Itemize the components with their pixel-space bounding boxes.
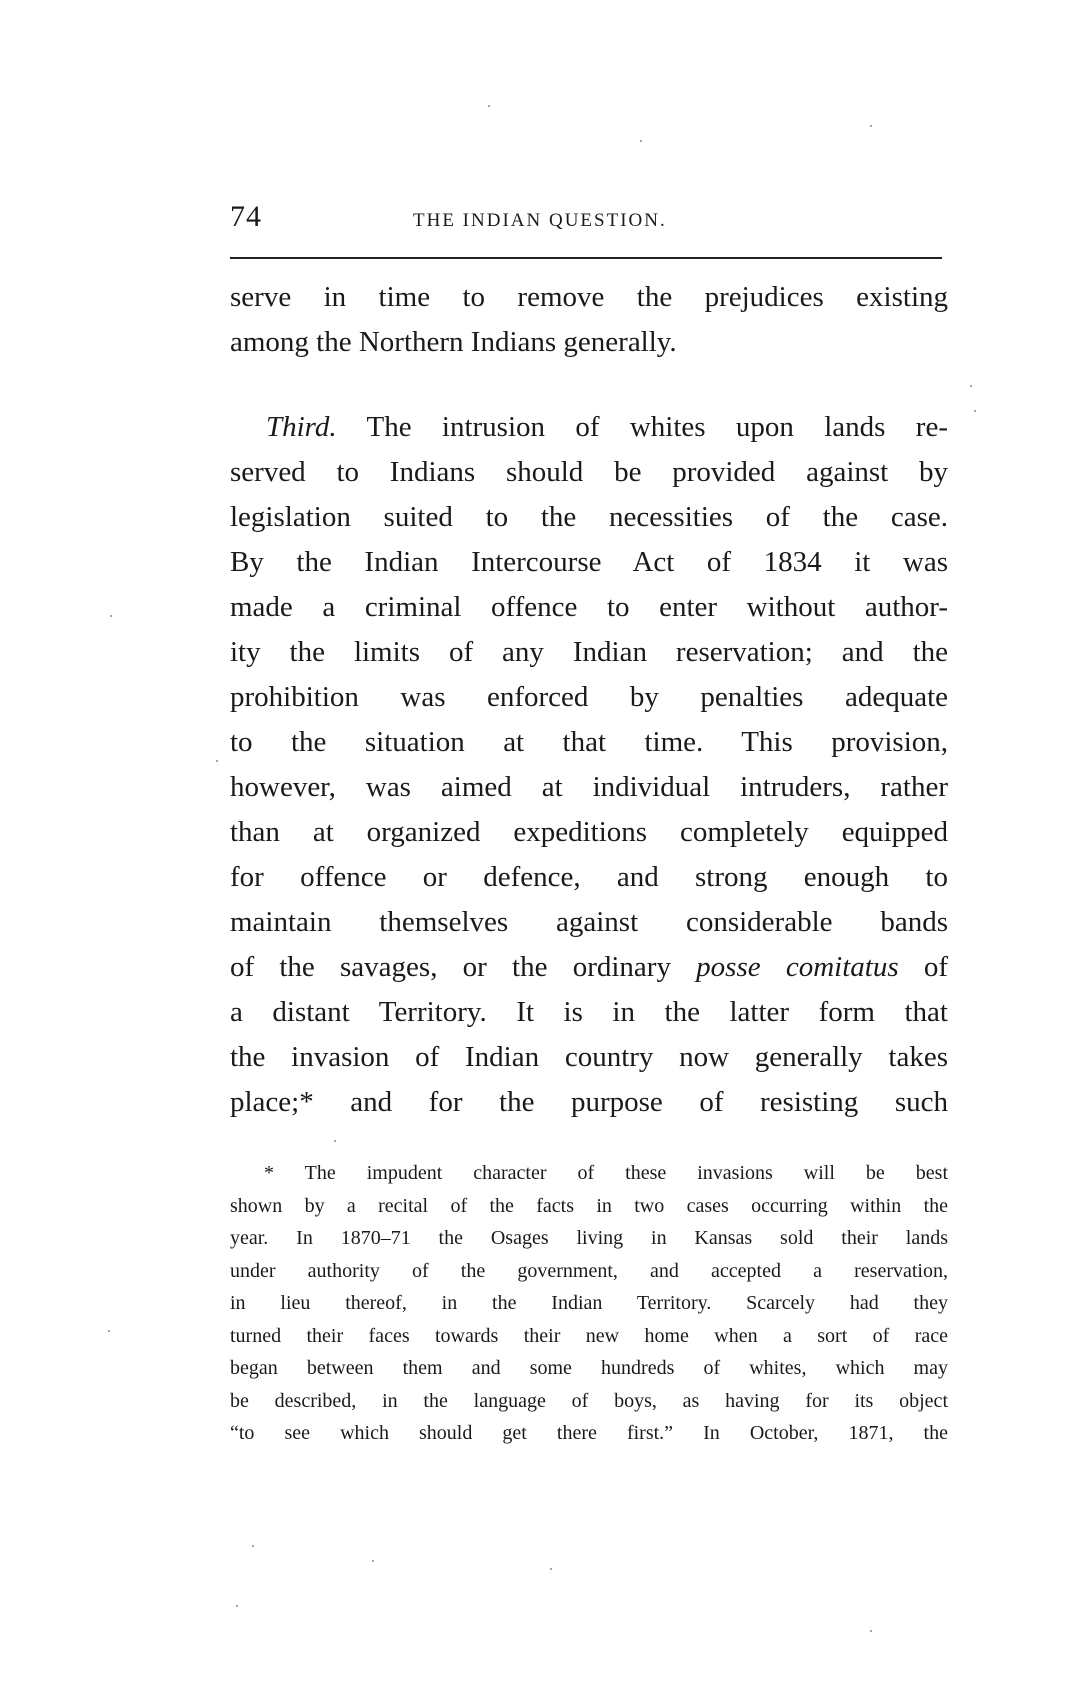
running-head <box>230 200 940 240</box>
footnote-line: be described, in the language of boys, as having for its object <box>230 1389 948 1412</box>
footnote <box>230 1157 948 1450</box>
text-line: than at organized expeditions completely equipped <box>230 816 948 848</box>
scan-speck <box>334 1140 336 1142</box>
footnote-line: * The impudent character of these invasions will be best <box>264 1162 948 1184</box>
page-number: 74 <box>230 200 262 233</box>
text-line: serve in time to remove the prejudices existing <box>230 281 948 313</box>
footnote-line: shown by a recital of the facts in two cases occurring within the <box>230 1194 948 1217</box>
text-line: prohibition was enforced by penalties adequate <box>230 681 948 713</box>
text-line: for offence or defence, and strong enough to <box>230 861 948 893</box>
footnote-line: began between them and some hundreds of whites, which may <box>230 1357 948 1379</box>
scan-speck <box>108 1330 110 1332</box>
paragraph-gap <box>230 365 948 405</box>
italic-phrase: posse comitatus <box>696 951 899 983</box>
footnote-line: year. In 1870–71 the Osages living in Kansas sold their lands <box>230 1227 948 1249</box>
text-line: however, was aimed at individual intruders, rather <box>230 771 948 803</box>
text-line: made a criminal offence to enter without author- <box>230 591 948 623</box>
footnote-line: “to see which should get there first.” In October, 1871, the <box>230 1422 948 1444</box>
scan-speck <box>236 1605 238 1607</box>
text-fragment: of the savages, or the ordinary <box>230 951 697 983</box>
scan-speck <box>640 140 642 142</box>
text-line: By the Indian Intercourse Act of 1834 it was <box>230 546 948 578</box>
scan-speck <box>870 125 872 127</box>
text-line: a distant Territory. It is in the latter form that <box>230 996 948 1028</box>
scan-speck <box>372 1560 374 1562</box>
text-line <box>230 405 948 450</box>
italic-lead: Third. <box>266 411 337 443</box>
text-line: to the situation at that time. This provision, <box>230 726 948 758</box>
text-line: legislation suited to the necessities of the case. <box>230 501 948 533</box>
text-line: ity the limits of any Indian reservation; and the <box>230 636 948 668</box>
scan-speck <box>216 760 218 762</box>
body-text <box>230 275 948 1125</box>
footnote-line: in lieu thereof, in the Indian Territory. Scarcely had they <box>230 1292 948 1314</box>
running-title: THE INDIAN QUESTION. <box>413 210 667 231</box>
text-line: served to Indians should be provided against by <box>230 456 948 488</box>
scan-speck <box>970 385 972 387</box>
scan-speck <box>110 615 112 617</box>
text-fragment: The intrusion of whites upon lands re- <box>336 411 948 443</box>
scan-speck <box>550 1568 552 1570</box>
footnote-line: under authority of the government, and accepted a reservation, <box>230 1259 948 1282</box>
scan-speck <box>252 1545 254 1547</box>
header-rule <box>230 257 942 259</box>
text-line: place;* and for the purpose of resisting such <box>230 1086 948 1118</box>
scan-speck <box>974 410 976 412</box>
text-line: the invasion of Indian country now generally takes <box>230 1041 948 1073</box>
text-line: among the Northern Indians generally. <box>230 326 677 358</box>
footnote-line: turned their faces towards their new home when a sort of race <box>230 1324 948 1347</box>
scan-speck <box>488 105 490 107</box>
paragraph-1 <box>230 275 948 365</box>
scan-speck <box>870 1630 872 1632</box>
text-line <box>230 945 948 990</box>
paragraph-2 <box>230 405 948 1125</box>
text-fragment: of <box>898 951 948 983</box>
text-line: maintain themselves against considerable bands <box>230 906 948 938</box>
